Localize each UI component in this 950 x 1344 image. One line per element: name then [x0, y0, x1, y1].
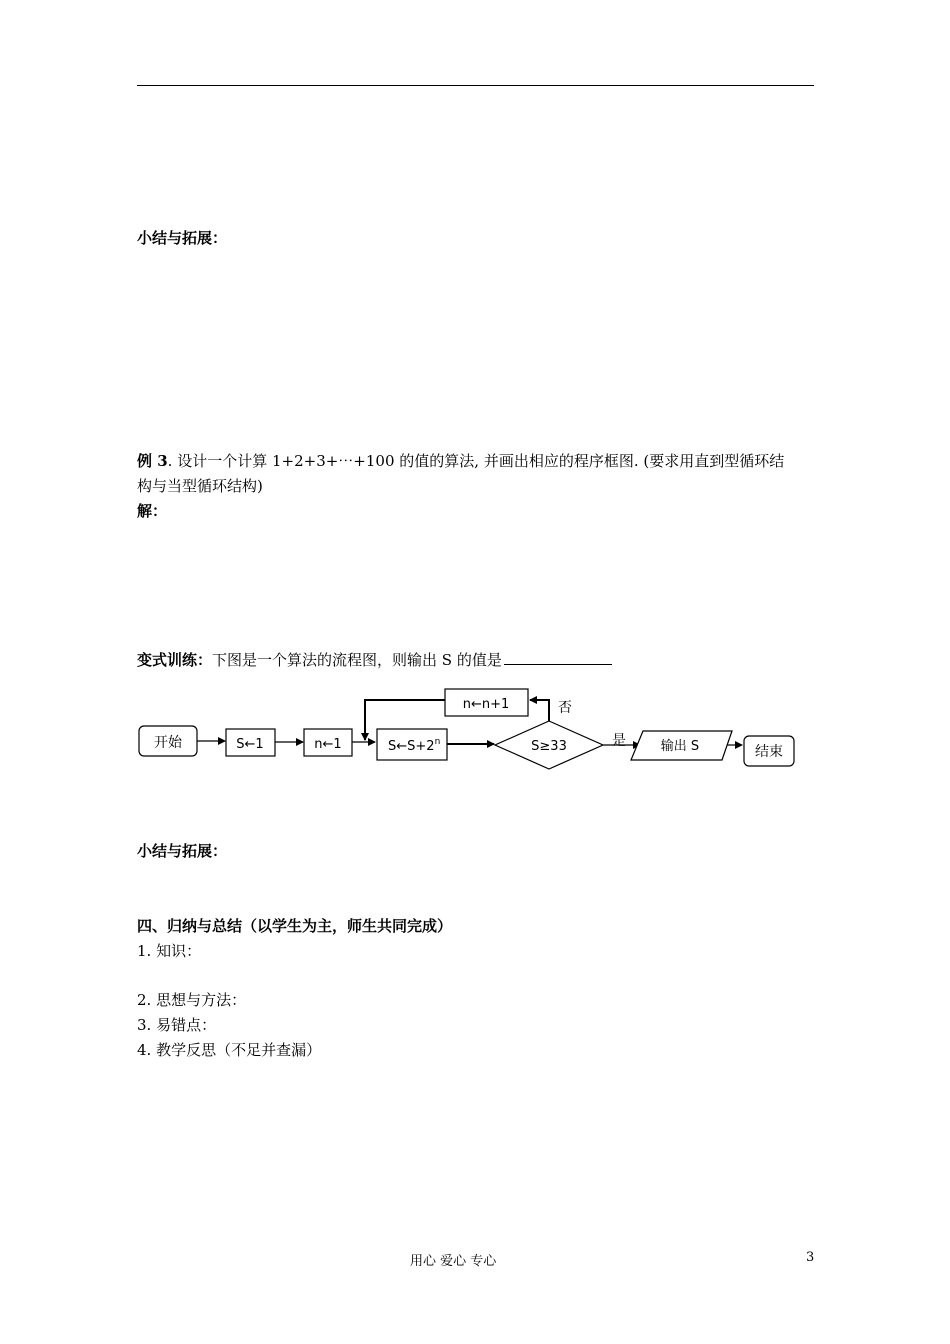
part-4-item-reflection: 4. 教学反思（不足并查漏）	[137, 1041, 322, 1059]
flow-output-node	[631, 731, 732, 760]
variation-question	[137, 649, 612, 671]
flow-yes-label: 是	[612, 733, 626, 749]
flow-increment-node	[445, 689, 528, 716]
part-4-item-pitfalls: 3. 易错点：	[137, 1016, 217, 1034]
flow-start-node	[139, 726, 197, 756]
flow-end-node	[744, 736, 794, 766]
flow-condition-node	[495, 721, 603, 769]
part-4-item-methods: 2. 思想与方法：	[137, 991, 247, 1009]
flow-increment-label: n←n+1	[462, 697, 510, 712]
flow-update-s-label	[388, 737, 440, 754]
variation-text: 下图是一个算法的流程图，则输出 S 的值是	[212, 651, 502, 669]
example-3-text: . 设计一个计算 1+2+3+⋯+100 的值的算法, 并画出相应的程序框图. (要求用直到型循环结	[167, 452, 785, 470]
example-3-label: 例 3	[137, 452, 168, 470]
variation-label: 变式训练：	[137, 651, 213, 669]
summary-heading-1: 小结与拓展：	[137, 229, 228, 247]
flowchart	[0, 680, 950, 785]
flow-update-s-node	[377, 729, 447, 760]
part-4-item-knowledge: 1. 知识：	[137, 942, 202, 960]
flow-init-n-label: n←1	[314, 737, 342, 752]
footer-motto: 用心 爱心 专心	[410, 1254, 497, 1269]
flow-update-s-exponent: n	[434, 737, 441, 747]
header-rule	[137, 85, 814, 86]
flow-init-s-node	[226, 729, 275, 756]
example-3-line-2: 构与当型循环结构)	[137, 477, 263, 495]
answer-blank[interactable]	[504, 650, 612, 665]
flow-start-label: 开始	[154, 735, 182, 751]
flow-init-n-node	[304, 729, 352, 756]
page-number: 3	[806, 1250, 815, 1265]
flow-init-s-label: S←1	[236, 737, 264, 752]
example-3-line-1	[137, 450, 784, 472]
part-4-heading: 四、归纳与总结（以学生为主，师生共同完成）	[137, 917, 453, 935]
summary-heading-2: 小结与拓展：	[137, 842, 228, 860]
solution-label: 解：	[137, 502, 168, 520]
flow-no-label: 否	[558, 700, 572, 716]
flow-arrow-no-branch	[530, 700, 549, 721]
flow-update-s-base: S←S+2	[388, 739, 435, 754]
flow-condition-label: S≥33	[531, 739, 567, 754]
flow-end-label: 结束	[755, 744, 783, 760]
flow-output-label: 输出 S	[660, 739, 700, 754]
